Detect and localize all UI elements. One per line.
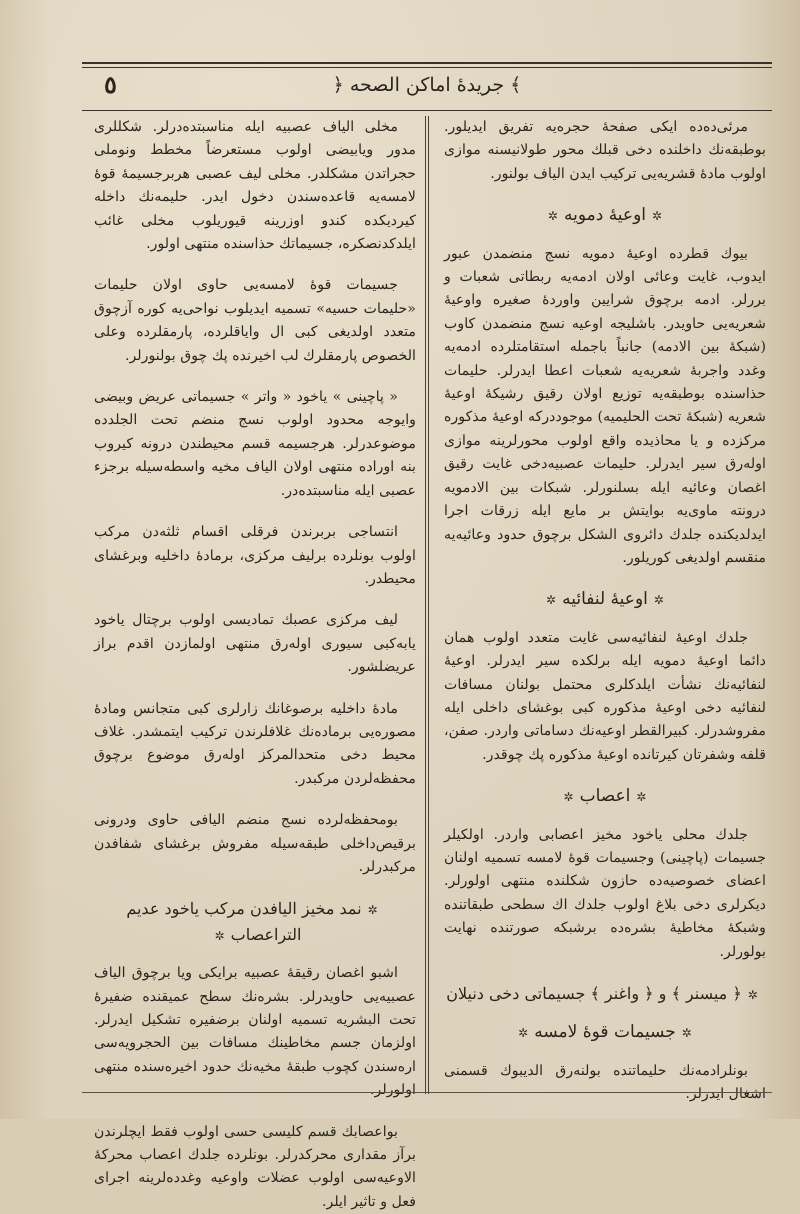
ornament-icon: ✲ [636, 790, 647, 805]
section-heading-undifferentiated [94, 897, 416, 948]
section-heading-lymphatic [444, 588, 766, 612]
paragraph-3: « پاچینی » یاخود « واتر » جسیماتی عریض وبیضی وایوجه محدود اولوب نسج منضم تحت الجلدده موضوعدرلر. هرجسیمه قسم محیطندن درونه كیروب بنه اوراده منتهی اولان الیاف مخیه واسطه‌سیله برجزء عصبی ایله مناسبتده‌در. [94, 389, 416, 499]
heading-text: جسیمات قوهٔ لامسه [534, 1022, 676, 1043]
paragraph-8: اشبو اغصان رقیقهٔ عصبیه برایكی ویا برچوق الیاف عصبیه‌یی حاویدرلر. بشره‌نك سطح عمیقنده ضفیرهٔ تحت البشریه تسمیه اولنان برضفیره تشكیل ایدرلر. اولزمان جسم مخاطینك مسافات بین الحجرویه‌سی اره‌سندن كچوب طبقهٔ مخیه‌نك حدود اخیره‌سنده منتهی اولورلر. [94, 965, 416, 1099]
paragraph-2: جسیمات قوهٔ لامسه‌یی حاوی اولان حلیمات «حلیمات حسیه» تسمیه ایدیلوب نواحی‌یه كوره آزچوق متعدد اولدیغی كبی ال وایاقلرده، پارمقلرده وعلی الخصوص پارمقلرك لب اخیرنده پك چوق بولنورلر. [94, 277, 416, 364]
heading-text: اوعیهٔ لنفائیه [562, 589, 648, 610]
paragraph-vessels: بیوك قطرده اوعیهٔ دمویه نسج منضمدن عبور ایدوب، غایت وعائی اولان ادمه‌یه ربطاتی شعبات و بررلر. ادمه برچوق شرایین واوردهٔ صغیره واوعیهٔ شعریه‌یی حاویدر. باشلیجه اوعیه نسج منضمدن كاوب (شبكهٔ بین الادمه) جانباً باجمله استقامتلرده ادمه‌یه وغدد واجربهٔ شعریه‌یه شعبات اعطا ایدرلر. حلیمات حذاسنده بوطبقه‌یه توزیع اولان رقیق رشیكهٔ اوعیهٔ شعریه (شبكهٔ تحت الحلیمیه) موجوددركه اوعیهٔ مذكوره مركزده و یا محاذیده واقع اولوب محورلرینه موازی اولەرق سیر ایدرلر. حلیمات عصبیه‌دخی غایت رقیق اغصان وعائیه ایله بسلنورلر. شبكات بین الادمویه درونته ماوی‌یه بوایتش بر مایع ایله زرقات اجرا ایدلدیكنده جلدك دائروی الشكل برچوق حدود وعائیه‌یه منقسم اولدیغی كوریلور. [444, 245, 766, 566]
paragraph-4: انتساجی بربرندن فرقلی اقسام ثلثه‌دن مركب اولوب بونلرده برلیف مركزی، برمادهٔ داخلیه وبرغشای محیطدر. [94, 524, 416, 587]
paragraph-lymphatic: جلدك اوعیهٔ لنفائیه‌سی غایت متعدد اولوب همان دائما اوعیهٔ دمویه ایله برلكده سیر ایدرلر. اوعیهٔ لنفائیه‌نك نشأت ایلدكلری محتمل بولنان مسافات لنفائیه دخی اوعیهٔ مذكوره كبی بوغشای داخلی ایله مفروشدرلر. كبیرالقطر اوعیه‌نك دساماتی واردر. صفن، قلفه وشفرتان كیرتانده اوعیهٔ مذكوره پك چوقدر. [444, 629, 766, 763]
ornament-icon: ✲ [653, 593, 664, 608]
ornament-icon: ✲ [214, 928, 225, 943]
ornament-icon: ✲ [547, 209, 558, 224]
column-divider [425, 116, 426, 1094]
heading-text: اوعیهٔ دمویه [563, 205, 647, 226]
ornament-icon: ✲ [563, 790, 574, 805]
paragraph-6: مادهٔ داخلیه برصوغانك زارلری كبی متجانس ومادهٔ مصوره‌یی برماده‌نك غلافلرندن تركیب ایتمشدر. غلاف محیط دخی متحدالمركز اولەرق موضوع برچوق محفظه‌لردن مركبدر. [94, 700, 416, 787]
ornament-icon: ✲ [681, 1026, 692, 1041]
heading-text: اعصاب [579, 786, 631, 807]
paragraph-7: بومحفظه‌لرده نسج منضم الیافی حاوی ودرونی برقیص‌داخلی طبقه‌سیله مفروش برغشای شفافدن مركبدرلر. [94, 812, 416, 875]
section-heading-nerves [444, 785, 766, 809]
paragraph-5: لیف مركزی عصبك تمادیسی اولوب برچتال یاخود یابه‌كبی سیوری اولەرق منتهی اولمازدن اقدم براز عریضلشور. [94, 612, 416, 676]
right-column [444, 116, 766, 1103]
ornament-icon: ✲ [652, 209, 663, 224]
journal-title: ﴿ جريدهٔ اماكن الصحه ﴾ [332, 74, 522, 96]
ornament-icon: ✲ [546, 593, 557, 608]
section-heading-tactile [444, 1021, 766, 1045]
paragraph-nerves: جلدك محلی یاخود مخیز اعصابی واردر. اولكیلر جسیمات (پاچینی) وجسیمات قوهٔ لامسه تسمیه اولنان اعضای خصوصیه‌ده حازون شكلنده منتهی اولورلر. دیكرلری دخی بلاغ اولوب جلدك اك سطحی طبقاتنده وشبكهٔ مخاطیهٔ بشره‌ده برشبكه صورتنده نهایت بولورلر. [444, 826, 766, 960]
header-rule [82, 110, 772, 111]
paragraph-intro: مرئی‌ده‌ده ایكی صفحهٔ حجره‌یه تفریق ایدیلور. بوطبقه‌نك داخلنده دخی قبلك محور طولانیسنه موازی اولوب مادهٔ قشریه‌یی تركیب ایدن الیاف بولنور. [444, 119, 766, 182]
section-heading-vessels [444, 204, 766, 228]
page-number: ٥ [104, 70, 117, 99]
ornament-icon: ✲ [747, 988, 758, 1002]
bottom-rule [82, 1092, 772, 1093]
paragraph-1: مخلی الیاف عصبیه ایله مناسبتده‌درلر. شكللری مدور ویابیضی اولوب مستعرضاً مخطط ونوملی حجراتدن مشكلدر. مخلی لیف عصبی هربرجسیمهٔ قوهٔ لامسه‌یه قاعده‌سندن دخول ایدر. حلیمه‌نك داخله كیردیكده كندو اوزرینه قیوریلوب مخلی غائب ایلدكدنصكره، جسیماتك حذاسنده منتهی اولور. [94, 119, 416, 253]
left-column [94, 116, 416, 1210]
ornament-icon: ✲ [367, 903, 378, 918]
paragraph-tactile: بونلرادمه‌نك حلیماتنده بولنەرق الدیبوك قسمنی اشغال ایدرلر. [444, 1062, 766, 1103]
section-heading-meissner [444, 982, 766, 1007]
heading-text: ﴿ میسنر ﴾ و ﴿ واغنر ﴾ جسیماتی دخی دنیلان [446, 984, 742, 1003]
ornament-icon: ✲ [518, 1026, 529, 1041]
heading-text: نمد مخیز الیافدن مركب یاخود عدیم التراعصاب [126, 899, 362, 944]
page-header [82, 70, 772, 110]
paragraph-9: بواعصابك قسم كلیسی حسی اولوب فقط ایچلرندن برآز مقداری محركدرلر. بونلرده جلدك اعصاب محركهٔ الاوعیه‌سی اولوب عضلات واوعیه وغدده‌لرینه اجرای فعل و تاثیر ایلر. [94, 1123, 416, 1210]
